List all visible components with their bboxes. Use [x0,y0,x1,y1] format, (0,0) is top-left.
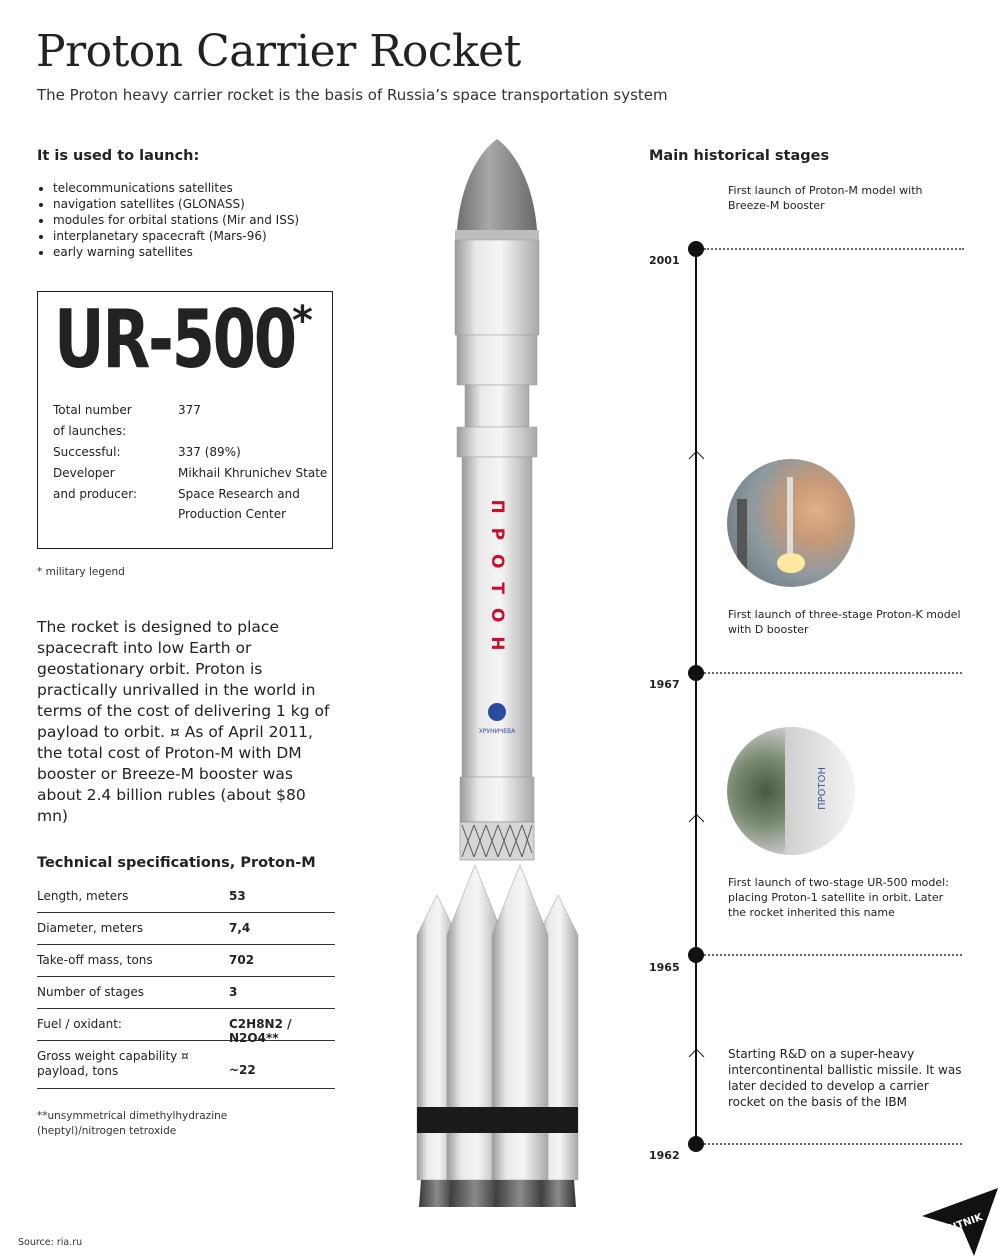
spec-value: 7,4 [229,921,251,935]
ur500-value: 337 (89%) [178,445,241,459]
timeline-axis [695,249,697,1144]
timeline-event-text: Starting R&D on a super-heavy intercontinental ballistic missile. It was later decided to develop a carrier rocket on the basis of the IBM [728,1047,962,1109]
spec-value: ~22 [229,1063,256,1077]
ur500-value: 377 [178,403,201,417]
timeline-node [688,241,704,257]
timeline-heading: Main historical stages [649,148,830,164]
proton-stage-photo [727,727,855,855]
uses-list [37,180,299,260]
table-row [37,977,335,1009]
list-item: • telecommunications satellites [53,180,299,196]
source-credit: Source: ria.ru [18,1237,83,1248]
military-note: * military legend [37,566,125,578]
ur500-name: UR-500 [54,293,295,386]
spec-label: Length, meters [37,889,129,903]
sputnik-logo [922,1188,998,1256]
timeline-dotted-line [704,954,962,956]
spec-label: Diameter, meters [37,921,143,935]
description-text: The rocket is designed to place spacecraft into low Earth or geostationary orbit. Proton is practically unrivalled in the world in terms of the cost of delivering 1 kg of payload to orbit. ¤ As of April 2011, the total cost of Proton-M with DM booster or Breeze-M booster was about 2.4 billion rubles (about $80 mn) [37,618,330,825]
list-item: • navigation satellites (GLONASS) [53,196,299,212]
specs-table [37,880,335,1089]
spec-label: Take-off mass, tons [37,953,153,967]
khrunichev-logo-icon [488,703,506,721]
spec-value: 3 [229,985,238,999]
timeline-node [688,665,704,681]
list-item: • interplanetary spacecraft (Mars-96) [53,228,299,244]
rocket-maker-text: ХРУНИЧЕВА [478,728,516,735]
ur500-label: Developer [53,466,115,480]
ur500-label: Total number [53,403,132,417]
spec-label: Fuel / oxidant: [37,1017,122,1031]
sputnik-logo-text: SPUTNIK [934,1212,985,1240]
spec-label: Gross weight capability ¤ payload, tons [37,1049,189,1078]
spec-value: 53 [229,889,246,903]
uses-heading: It is used to launch: [37,148,200,164]
timeline-node [688,947,704,963]
timeline-year: 1965 [649,961,680,974]
photo-label-text: ПРОТОН [817,767,828,810]
timeline-dotted-line [704,672,962,674]
ur500-star: * [292,298,313,344]
timeline-dotted-line [704,248,964,250]
rocket-label-text: П Р О Т О Н [487,499,507,655]
table-row [37,1009,335,1045]
fuel-footnote: **unsymmetrical dimethylhydrazine (heptyl)/nitrogen tetroxide [37,1110,228,1137]
timeline-year: 2001 [649,254,680,267]
table-row [37,1041,335,1089]
timeline-event-text: First launch of Proton-M model with Breeze-M booster [728,184,923,212]
timeline-year: 1962 [649,1149,680,1162]
ur500-label: of launches: [53,424,127,438]
page-subtitle: The Proton heavy carrier rocket is the basis of Russia’s space transportation system [37,86,668,104]
spec-value: 702 [229,953,255,967]
spec-label: Number of stages [37,985,144,999]
ur500-box [37,291,333,549]
arrow-up-icon [689,814,705,830]
table-row [37,913,335,945]
proton-launch-photo [727,459,855,587]
timeline-event-text: First launch of three-stage Proton-K model with D booster [728,608,961,636]
table-row [37,945,335,977]
ur500-value: Mikhail Khrunichev State [178,466,328,480]
page-title: Proton Carrier Rocket [36,26,521,77]
timeline-year: 1967 [649,678,680,691]
proton-rocket-illustration [405,135,590,1220]
ur500-value: Production Center [178,507,287,521]
specs-heading: Technical specifications, Proton-M [37,855,316,871]
spec-value: C2H8N2 / N2O4** [229,1017,292,1045]
ur500-value: Space Research and [178,487,300,501]
list-item: • modules for orbital stations (Mir and ISS) [53,212,299,228]
arrow-up-icon [689,451,705,467]
table-row [37,880,335,913]
arrow-up-icon [689,1049,705,1065]
ur500-label: and producer: [53,487,137,501]
timeline-dotted-line [704,1143,962,1145]
timeline-event-text: First launch of two-stage UR-500 model: placing Proton-1 satellite in orbit. Later the rocket inherited this name [728,876,949,919]
ur500-label: Successful: [53,445,121,459]
list-item: • early warning satellites [53,244,299,260]
timeline-node [688,1136,704,1152]
